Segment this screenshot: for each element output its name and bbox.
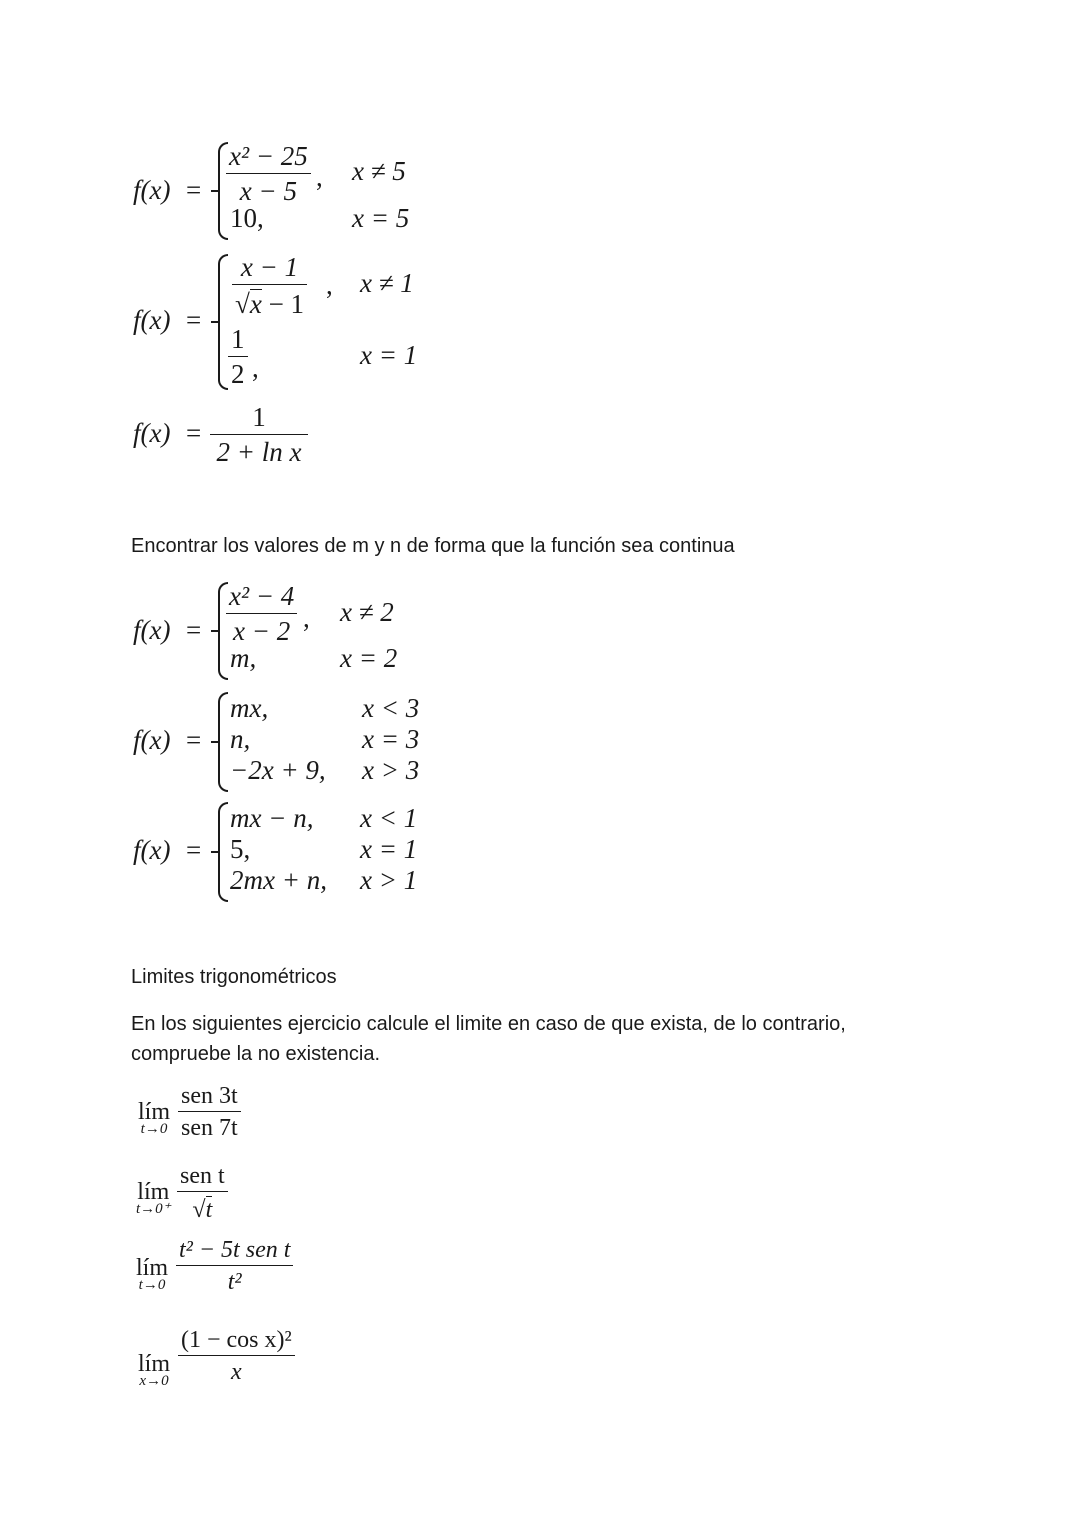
denominator: √t [192, 1197, 213, 1223]
fraction [232, 254, 307, 318]
denominator-rest: − 1 [261, 289, 305, 319]
case-condition: x = 2 [340, 643, 398, 673]
equals-sign: = [186, 835, 202, 865]
case-condition: x = 1 [360, 834, 418, 864]
numerator: 1 [252, 402, 266, 432]
lim-operator: lím t→0 [136, 1255, 169, 1293]
numerator: x² − 4 [229, 581, 295, 611]
fraction [226, 583, 297, 645]
section-heading-trig-limits: Limites trigonométricos [131, 966, 337, 988]
numerator: sen t [180, 1163, 225, 1189]
fraction [177, 1164, 228, 1222]
case-value: n, [230, 724, 251, 754]
case-value: 5, [230, 834, 251, 864]
left-brace-icon [218, 692, 228, 792]
fraction [178, 1084, 241, 1140]
radicand: x [249, 289, 262, 319]
fx-label: f(x) [133, 835, 171, 865]
equals-sign: = [186, 175, 202, 205]
denominator: t² [227, 1269, 242, 1295]
radicand: t [205, 1197, 213, 1223]
comma: , [326, 270, 333, 300]
numerator: t² − 5t sen t [179, 1237, 291, 1263]
case-condition: x = 1 [360, 340, 418, 370]
case-value: −2x + 9, [230, 755, 326, 785]
case-value: 10, [230, 203, 264, 233]
fraction [176, 1238, 293, 1294]
comma: , [303, 603, 310, 633]
case-condition: x ≠ 1 [360, 268, 414, 298]
denominator: 2 + ln x [216, 437, 302, 467]
comma: , [316, 162, 323, 192]
fx-label: f(x) [133, 725, 171, 755]
case-value: mx − n, [230, 803, 314, 833]
fraction [178, 1328, 295, 1384]
equals-sign: = [186, 615, 202, 645]
case-value: 2mx + n, [230, 865, 327, 895]
case-condition: x = 5 [352, 203, 410, 233]
denominator: x − 5 [239, 176, 298, 206]
fx-label: f(x) [133, 418, 171, 448]
case-condition: x < 1 [360, 803, 418, 833]
numerator: 1 [231, 324, 245, 354]
case-value: m, [230, 643, 257, 673]
equals-sign: = [186, 418, 202, 448]
equals-sign: = [186, 305, 202, 335]
comma: , [252, 353, 259, 383]
denominator: 2 [231, 359, 245, 389]
fx-label: f(x) [133, 615, 171, 645]
numerator: sen 3t [181, 1083, 238, 1109]
left-brace-icon [218, 254, 228, 390]
lim-operator: lím t→0 [138, 1099, 171, 1137]
case-condition: x > 1 [360, 865, 418, 895]
fx-label: f(x) [133, 175, 171, 205]
case-condition: x ≠ 2 [340, 597, 394, 627]
equals-sign: = [186, 725, 202, 755]
section-heading-continuity: Encontrar los valores de m y n de forma que la función sea continua [131, 535, 735, 557]
case-value: mx, [230, 693, 269, 723]
lim-operator: lím t→0⁺ [136, 1179, 171, 1217]
fraction [226, 143, 311, 205]
numerator: x² − 25 [229, 141, 308, 171]
case-condition: x < 3 [362, 693, 420, 723]
left-brace-icon [218, 802, 228, 902]
fraction-half [228, 326, 248, 388]
instructions-line-2: compruebe la no existencia. [131, 1043, 381, 1065]
case-condition: x > 3 [362, 755, 420, 785]
denominator: √x − 1 [235, 289, 305, 319]
numerator: x − 1 [240, 252, 299, 282]
instructions-line-1: En los siguientes ejercicio calcule el limite en caso de que exista, de lo contrario, [131, 1013, 846, 1035]
lim-operator: lím x→0 [138, 1351, 171, 1389]
fraction [210, 404, 308, 466]
denominator: x [231, 1359, 242, 1385]
denominator: x − 2 [233, 616, 291, 646]
numerator: (1 − cos x)² [181, 1327, 292, 1353]
denominator: sen 7t [181, 1115, 238, 1141]
case-condition: x = 3 [362, 724, 420, 754]
fx-label: f(x) [133, 305, 171, 335]
case-condition: x ≠ 5 [352, 156, 406, 186]
